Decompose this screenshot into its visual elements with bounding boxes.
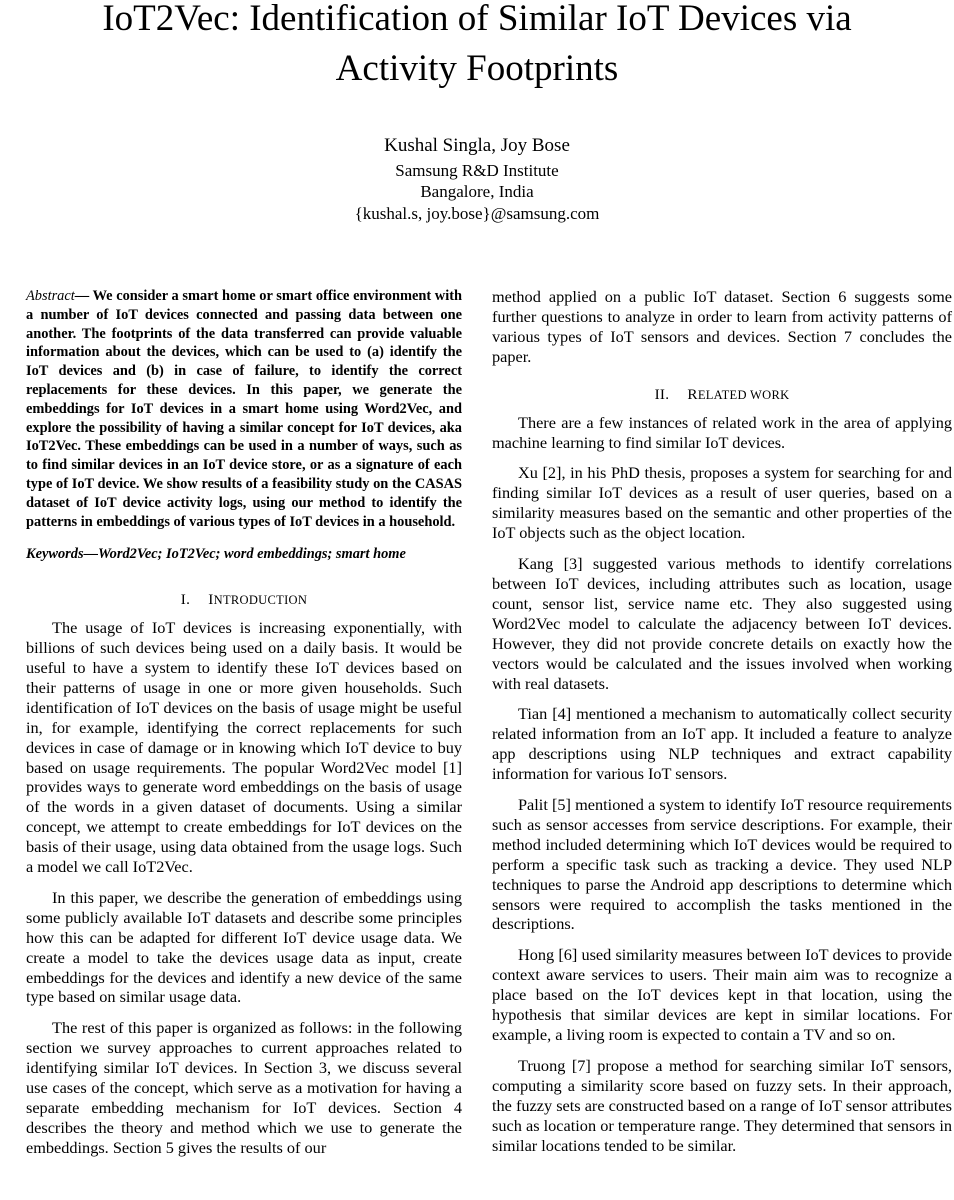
keywords: Keywords—Word2Vec; IoT2Vec; word embeddings; smart home [26, 546, 406, 563]
paper-title [0, 0, 954, 94]
abstract-dash: — [74, 288, 90, 304]
authors: Kushal Singla, Joy Bose [384, 135, 570, 156]
section-heading-related-work [492, 385, 952, 405]
right-column [492, 287, 952, 1166]
section-heading-introduction [26, 590, 462, 610]
section-title-rest: ELATED WORK [697, 387, 790, 402]
affiliation-org: Samsung R&D Institute [395, 161, 559, 180]
paragraph: Palit [5] mentioned a system to identify IoT resource requirements such as sensor accesses from service descriptions. For example, their method included determining which IoT devices would be required to perform a specific task such as tracking a device. They used NLP techniques to parse the Android app descriptions to determine which sensors were required to accomplish the tasks mentioned in the descriptions. [492, 795, 952, 934]
paragraph: The rest of this paper is organized as follows: in the following section we survey approaches to current approaches related to identifying similar IoT devices. In Section 3, we discuss several use cases of the concept, which serve as a motivation for having a separate embedding mechanism for IoT devices. Section 4 describes the theory and method which we use to generate the embeddings. Section 5 gives the results of our [26, 1018, 462, 1157]
paragraph: There are a few instances of related work in the area of applying machine learning to find similar IoT devices. [492, 412, 952, 452]
paragraph: Hong [6] used similarity measures between IoT devices to provide context aware services to users. Their main aim was to recognize a place based on the IoT devices kept in that location, using the hypothesis that similar devices are kept in similar locations. For example, a living room is expected to contain a TV and so on. [492, 945, 952, 1044]
paragraph: Xu [2], in his PhD thesis, proposes a system for searching for and finding similar IoT devices as a result of user queries, based on a similarity measures based on the semantic and other properties of the IoT objects such as the object location. [492, 463, 952, 543]
title-line-2: Activity Footprints [335, 48, 619, 89]
affiliation-email: {kushal.s, joy.bose}@samsung.com [354, 204, 600, 223]
affiliation-city: Bangalore, India [420, 182, 534, 201]
paragraph: Kang [3] suggested various methods to identify correlations between IoT devices, including attributes such as location, usage count, sensor list, service name etc. They also suggested using Word2Vec model to calculate the adjacency between IoT devices. However, they did not provide concrete details on exactly how the vectors would be calculated and the issues involved when working with real datasets. [492, 554, 952, 693]
paragraph-continuation: method applied on a public IoT dataset. Section 6 suggests some further questions to analyze in order to learn from activity patterns of various types of IoT sensors and devices. Section 7 concludes the paper. [492, 287, 952, 366]
abstract [26, 287, 462, 531]
section-initial: R [687, 385, 698, 403]
abstract-label: Abstract [26, 288, 75, 304]
paragraph: The usage of IoT devices is increasing exponentially, with billions of such devices being used on a daily basis. It would be useful to have a system to identify these IoT devices based on their patterns of usage in one or more given households. Such identification of IoT devices on the basis of usage might be useful in, for example, identifying the correct replacements for such devices in case of damage or in knowing which IoT device to buy based on usage requirements. The popular Word2Vec model [1] provides ways to generate word embeddings on the basis of usage of the words in a given dataset of documents. Using a similar concept, we attempt to create embeddings for IoT devices on the basis of their usage, using data obtained from the usage logs. Such a model we call IoT2Vec. [26, 618, 462, 877]
section-number: II. [654, 385, 670, 403]
paragraph: Tian [4] mentioned a mechanism to automatically collect security related information from an IoT app. It included a feature to analyze app descriptions using NLP techniques and extract capability information for various IoT sensors. [492, 704, 952, 784]
section-initial: I [208, 591, 214, 609]
paragraph: Truong [7] propose a method for searching similar IoT sensors, computing a similarity score based on fuzzy sets. In their approach, the fuzzy sets are constructed based on a range of IoT sensor attributes such as location or temperature range. They determined that sensors in similar locations tended to be similar. [492, 1055, 952, 1155]
title-line-1: IoT2Vec: Identification of Similar IoT Devices via [102, 0, 852, 39]
section-number: I. [180, 591, 191, 609]
paragraph: In this paper, we describe the generation of embeddings using some publicly available IoT datasets and describe some principles how this can be adapted for different IoT device usage data. We create a model to take the devices usage data as input, create embeddings for the devices and identify a new device of the same type based on similar usage data. [26, 887, 462, 1007]
abstract-text: We consider a smart home or smart office environment with a number of IoT devices connected and passing data between one another. The footprints of the data transferred can provide valuable information about the devices, which can be used to (a) identify the IoT devices and (b) in case of failure, to identify the correct replacements for these devices. In this paper, we generate the embeddings for IoT devices in a smart home using Word2Vec, and explore the possibility of having a similar concept for IoT devices, aka IoT2Vec. These embeddings can be used in a number of ways, such as to find similar devices in an IoT device store, or as a signature of each type of IoT device. We show results of a feasibility study on the CASAS dataset of IoT device activity logs, using our method to identify the patterns in embeddings of various types of IoT devices in a household. [26, 288, 462, 530]
left-column [26, 287, 462, 1169]
section-title-rest: NTRODUCTION [213, 593, 308, 608]
